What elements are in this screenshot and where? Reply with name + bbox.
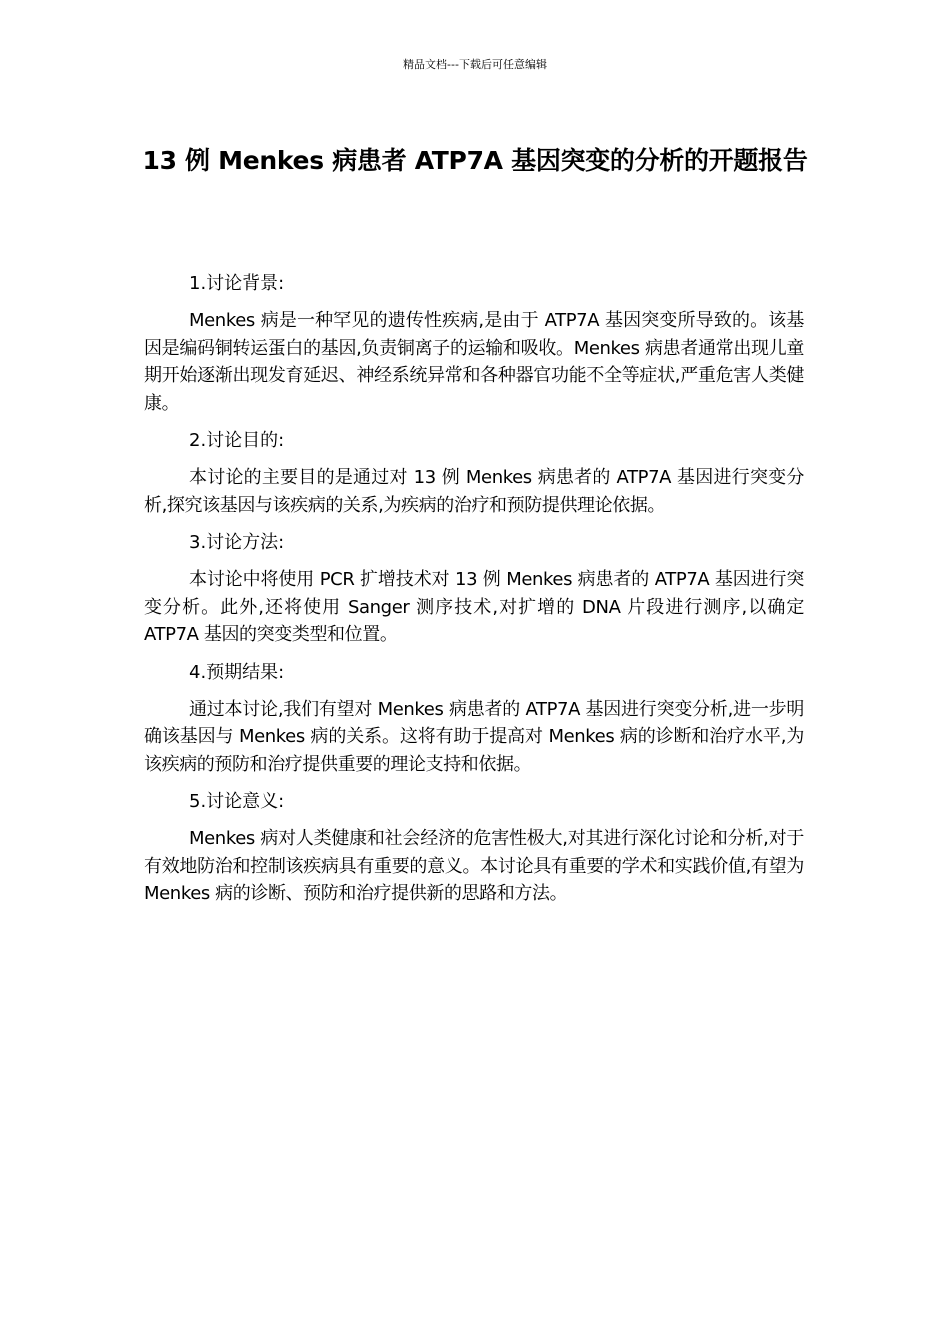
section-significance — [144, 788, 804, 908]
section-heading: 5.讨论意义: — [189, 791, 285, 812]
section-methods — [144, 529, 804, 649]
section-heading: 2.讨论目的: — [189, 430, 285, 451]
section-expected-results — [144, 659, 804, 779]
section-purpose — [144, 427, 804, 519]
section-heading: 3.讨论方法: — [189, 532, 285, 553]
section-background — [144, 270, 804, 417]
section-paragraph: Menkes 病对人类健康和社会经济的危害性极大,对其进行深化讨论和分析,对于有效地防治和控制该疾病具有重要的意义。本讨论具有重要的学术和实践价值,有望为 Menkes 病的诊断、预防和治疗提供新的思路和方法。 — [144, 828, 804, 904]
section-heading: 1.讨论背景: — [189, 273, 285, 294]
section-paragraph: 本讨论的主要目的是通过对 13 例 Menkes 病患者的 ATP7A 基因进行突变分析,探究该基因与该疾病的关系,为疾病的治疗和预防提供理论依据。 — [144, 467, 804, 516]
document-body — [144, 270, 804, 918]
document-title: 13 例 Menkes 病患者 ATP7A 基因突变的分析的开题报告 — [142, 146, 808, 175]
header-note: 精品文档---下载后可任意编辑 — [403, 58, 547, 71]
section-heading: 4.预期结果: — [189, 661, 285, 683]
section-paragraph: Menkes 病是一种罕见的遗传性疾病,是由于 ATP7A 基因突变所导致的。该基因是编码铜转运蛋白的基因,负责铜离子的运输和吸收。Menkes 病患者通常出现儿童期开始逐渐出现发育延迟、神经系统异常和各种器官功能不全等症状,严重危害人类健康。 — [144, 310, 804, 414]
section-paragraph: 本讨论中将使用 PCR 扩增技术对 13 例 Menkes 病患者的 ATP7A 基因进行突变分析。此外,还将使用 Sanger 测序技术,对扩增的 DNA 片段进行测序,以确定 ATP7A 基因的突变类型和位置。 — [144, 569, 804, 645]
section-paragraph: 通过本讨论,我们有望对 Menkes 病患者的 ATP7A 基因进行突变分析,进一步明确该基因与 Menkes 病的关系。这将有助于提高对 Menkes 病的诊断和治疗水平,为该疾病的预防和治疗提供重要的理论支持和依据。 — [144, 698, 804, 775]
